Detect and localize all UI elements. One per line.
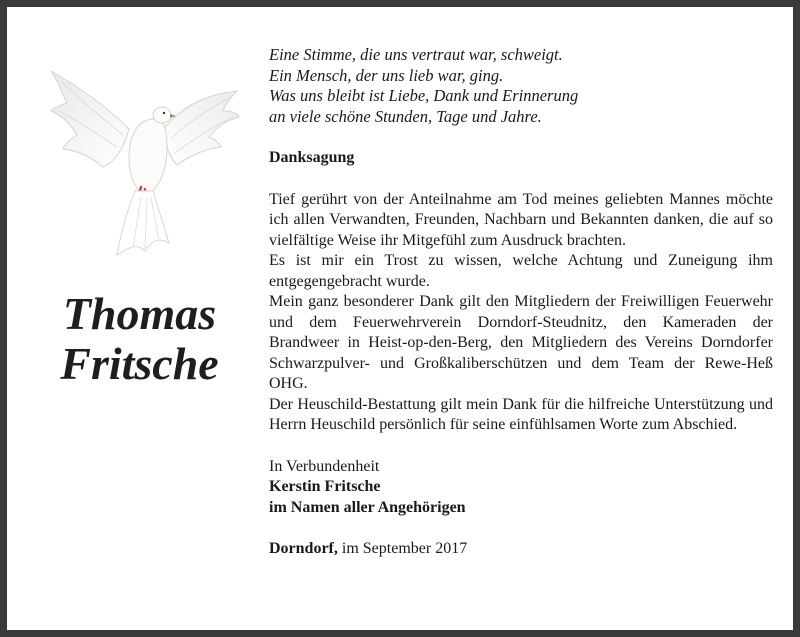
deceased-name bbox=[27, 289, 252, 389]
signer-name: Kerstin Fritsche bbox=[269, 478, 381, 495]
poem bbox=[269, 45, 773, 127]
paragraph: Tief gerührt von der Anteilnahme am Tod meines geliebten Mannes möchte ich allen Verwandten, Freunden, Nachbarn und Bekannten danken, die auf so vielfältige Weise ihr Mitgefühl zum Ausdruck brachten. bbox=[269, 190, 773, 249]
poem-line: Ein Mensch, der uns lieb war, ging. bbox=[269, 65, 504, 85]
first-name: Thomas bbox=[62, 288, 217, 339]
right-column bbox=[269, 45, 773, 560]
place-date-text: im September 2017 bbox=[341, 540, 468, 557]
place-town: Dorndorf, bbox=[269, 540, 338, 557]
heading: Danksagung bbox=[269, 149, 355, 166]
poem-line: Eine Stimme, die uns vertraut war, schweigt. bbox=[269, 45, 563, 64]
paragraph: Der Heuschild-Bestattung gilt mein Dank für die hilfreiche Unterstützung und Herrn Heuschild persönlich für seine einfühlsamen Worte zum Abschied. bbox=[269, 395, 773, 433]
left-column bbox=[27, 37, 252, 597]
paragraph: Es ist mir ein Trost zu wissen, welche Achtung und Zuneigung ihm entgegengebracht wurde. bbox=[269, 252, 773, 290]
message-body bbox=[269, 190, 773, 436]
signature-block bbox=[269, 457, 773, 519]
family-line: im Namen aller Angehörigen bbox=[269, 498, 466, 516]
dove-icon bbox=[41, 51, 241, 261]
closing-line: In Verbundenheit bbox=[269, 457, 380, 475]
poem-line: an viele schöne Stunden, Tage und Jahre. bbox=[269, 106, 542, 126]
place-date bbox=[269, 539, 773, 560]
paragraph: Mein ganz besonderer Dank gilt den Mitgliedern der Freiwilligen Feuerwehr und dem Feuerwehrverein Dorndorf-Steudnitz, den Kameraden der Brandweer in Heist-op-den-Berg, den Mitgliedern des Vereins Dorndorfer Schwarzpulver- und Großkaliberschützen und dem Team der Rewe-Heß OHG. bbox=[269, 293, 773, 392]
poem-line: Was uns bleibt ist Liebe, Dank und Erinnerung bbox=[269, 86, 579, 105]
last-name: Fritsche bbox=[60, 338, 219, 389]
